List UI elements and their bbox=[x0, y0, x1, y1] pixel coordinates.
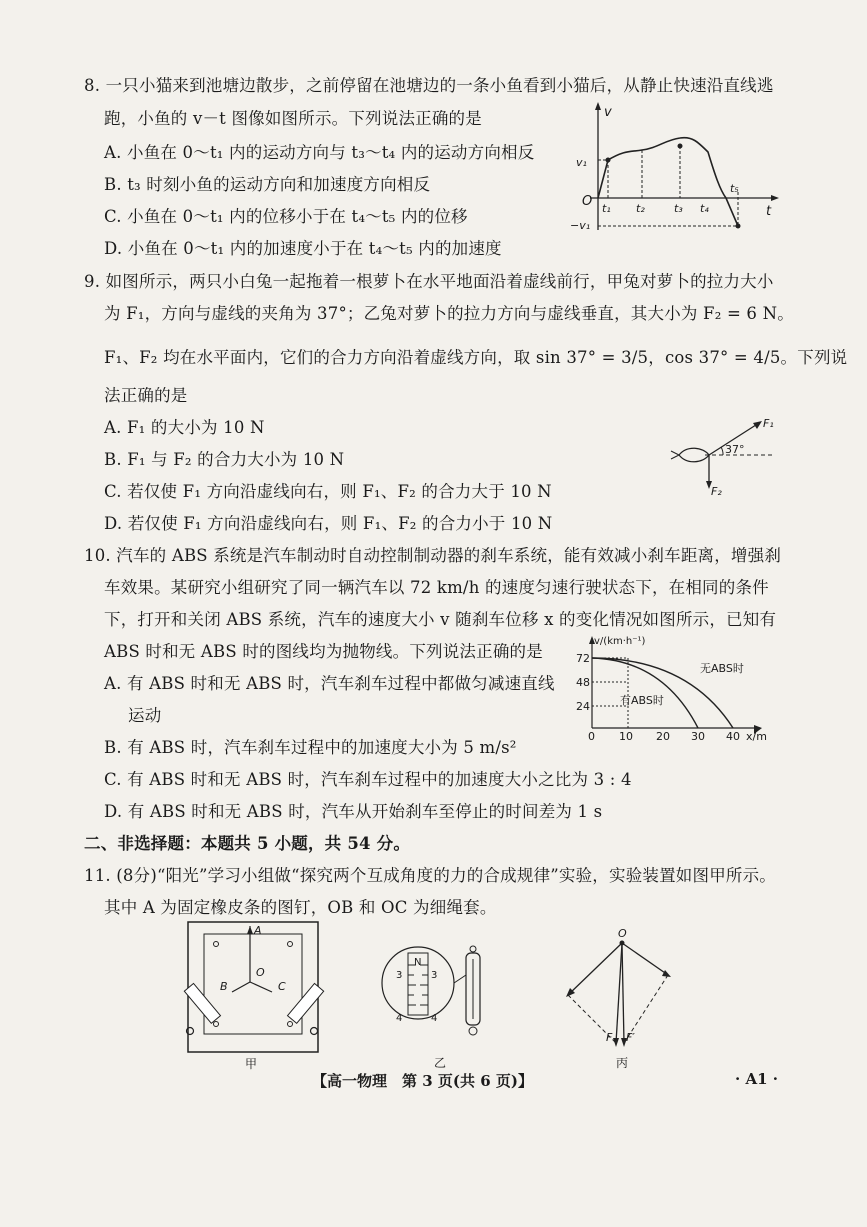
f1-label: F₁ bbox=[763, 417, 774, 430]
q10-option-c: C. 有 ABS 时和无 ABS 时，汽车刹车过程中的加速度大小之比为 3 : 4 bbox=[104, 770, 632, 789]
q9-option-c: C. 若仅使 F₁ 方向沿虚线向右，则 F₁、F₂ 的合力大于 10 N bbox=[104, 482, 552, 501]
jia-a-label: A bbox=[254, 924, 262, 937]
q8-line2: 跑，小鱼的 v－t 图像如图所示。下列说法正确的是 bbox=[104, 109, 482, 128]
x-axis-label: x/m bbox=[746, 730, 767, 743]
q8-vt-graph bbox=[570, 100, 785, 235]
yi-caption: 乙 bbox=[434, 1056, 447, 1070]
q9-option-b: B. F₁ 与 F₂ 的合力大小为 10 N bbox=[104, 450, 345, 469]
yi-scale-right-3: 3 bbox=[431, 970, 438, 981]
yi-n-label: N bbox=[414, 957, 422, 968]
q9-line2: 为 F₁，方向与虚线的夹角为 37°；乙兔对萝卜的拉力方向与虚线垂直，其大小为 F₂ = 6 N。 bbox=[104, 304, 794, 323]
yi-scale-right-4: 4 bbox=[431, 1013, 438, 1024]
jia-b-label: B bbox=[220, 980, 228, 993]
q10-option-a-cont: 运动 bbox=[128, 706, 162, 725]
q10-option-d: D. 有 ABS 时和无 ABS 时，汽车从开始刹车至停止的时间差为 1 s bbox=[104, 802, 603, 821]
q10-line3: 下，打开和关闭 ABS 系统，汽车的速度大小 v 随刹车位移 x 的变化情况如图所示，已知有 bbox=[104, 610, 777, 629]
q9-line4: 法正确的是 bbox=[104, 386, 188, 405]
neg-v1-label: −v₁ bbox=[570, 219, 591, 232]
yi-scale-left-4: 4 bbox=[396, 1013, 403, 1024]
xtick-40: 40 bbox=[726, 730, 740, 743]
xtick-20: 20 bbox=[656, 730, 670, 743]
t5-label: t₅ bbox=[730, 182, 739, 195]
f2-label: F₂ bbox=[711, 485, 722, 498]
q11-line2: 其中 A 为固定橡皮条的图钉，OB 和 OC 为细绳套。 bbox=[104, 898, 497, 917]
v1-label: v₁ bbox=[576, 156, 587, 169]
q8-option-b: B. t₃ 时刻小鱼的运动方向和加速度方向相反 bbox=[104, 175, 431, 194]
q9-option-a: A. F₁ 的大小为 10 N bbox=[104, 418, 265, 437]
bing-o-label: O bbox=[618, 927, 627, 940]
q9-line3: F₁、F₂ 均在水平面内，它们的合力方向沿着虚线方向，取 sin 37° = 3/5，cos 37° = 4/5。下列说 bbox=[104, 348, 848, 367]
ytick-72: 72 bbox=[576, 652, 590, 665]
q9-force-figure bbox=[665, 405, 780, 500]
y-axis-label: v/(km·h⁻¹) bbox=[594, 636, 646, 647]
xtick-30: 30 bbox=[691, 730, 705, 743]
q8-option-c: C. 小鱼在 0～t₁ 内的位移小于在 t₄～t₅ 内的位移 bbox=[104, 207, 468, 226]
origin-label: O bbox=[582, 194, 593, 209]
q10-line1: 10. 汽车的 ABS 系统是汽车制动时自动控制制动器的刹车系统，能有效减小刹车距离，增强刹 bbox=[84, 546, 782, 565]
q10-option-b: B. 有 ABS 时，汽车刹车过程中的加速度大小为 5 m/s² bbox=[104, 738, 517, 757]
with-abs-label: 有ABS时 bbox=[620, 694, 664, 707]
t2-label: t₂ bbox=[636, 202, 645, 215]
q11-line1: 11. (8分)“阳光”学习小组做“探究两个互成角度的力的合成规律”实验，实验装置如图甲所示。 bbox=[84, 866, 776, 885]
xtick-10: 10 bbox=[619, 730, 633, 743]
t1-label: t₁ bbox=[602, 202, 611, 215]
q11-figure-bing bbox=[560, 925, 690, 1070]
section-2-heading: 二、非选择题：本题共 5 小题，共 54 分。 bbox=[84, 834, 411, 853]
jia-caption: 甲 bbox=[245, 1057, 258, 1070]
jia-c-label: C bbox=[278, 980, 286, 993]
footer-page-info: 【高一物理 第 3 页(共 6 页)】 bbox=[312, 1072, 533, 1090]
q8-line1: 8. 一只小猫来到池塘边散步，之前停留在池塘边的一条小鱼看到小猫后，从静止快速沿直线逃 bbox=[84, 76, 774, 95]
t4-label: t₄ bbox=[700, 202, 709, 215]
footer-code: · A1 · bbox=[735, 1070, 778, 1088]
bing-caption: 丙 bbox=[616, 1056, 629, 1070]
no-abs-label: 无ABS时 bbox=[700, 662, 744, 675]
q10-vx-graph bbox=[568, 632, 783, 744]
q10-line2: 车效果。某研究小组研究了同一辆汽车以 72 km/h 的速度匀速行驶状态下，在相同的条件 bbox=[104, 578, 769, 597]
q8-option-a: A. 小鱼在 0～t₁ 内的运动方向与 t₃～t₄ 内的运动方向相反 bbox=[104, 143, 535, 162]
jia-o-label: O bbox=[256, 966, 265, 979]
v-axis-label: v bbox=[604, 105, 612, 120]
q9-line1: 9. 如图所示，两只小白兔一起拖着一根萝卜在水平地面沿着虚线前行，甲兔对萝卜的拉力大小 bbox=[84, 272, 774, 291]
bing-f-label: F bbox=[606, 1031, 613, 1044]
q9-option-d: D. 若仅使 F₁ 方向沿虚线向右，则 F₁、F₂ 的合力小于 10 N bbox=[104, 514, 553, 533]
angle-label: 37° bbox=[725, 443, 745, 456]
xtick-0: 0 bbox=[588, 730, 595, 743]
yi-scale-left-3: 3 bbox=[396, 970, 403, 981]
q11-figure-yi bbox=[380, 945, 490, 1070]
t3-label: t₃ bbox=[674, 202, 683, 215]
q10-line4: ABS 时和无 ABS 时的图线均为抛物线。下列说法正确的是 bbox=[104, 642, 543, 661]
bing-fprime-label: F′ bbox=[626, 1031, 635, 1044]
q10-option-a: A. 有 ABS 时和无 ABS 时，汽车刹车过程中都做匀减速直线 bbox=[104, 674, 555, 693]
ytick-24: 24 bbox=[576, 700, 590, 713]
q8-option-d: D. 小鱼在 0～t₁ 内的加速度小于在 t₄～t₅ 内的加速度 bbox=[104, 239, 502, 258]
ytick-48: 48 bbox=[576, 676, 590, 689]
t-axis-label: t bbox=[766, 204, 772, 219]
q11-figure-jia bbox=[180, 920, 325, 1070]
